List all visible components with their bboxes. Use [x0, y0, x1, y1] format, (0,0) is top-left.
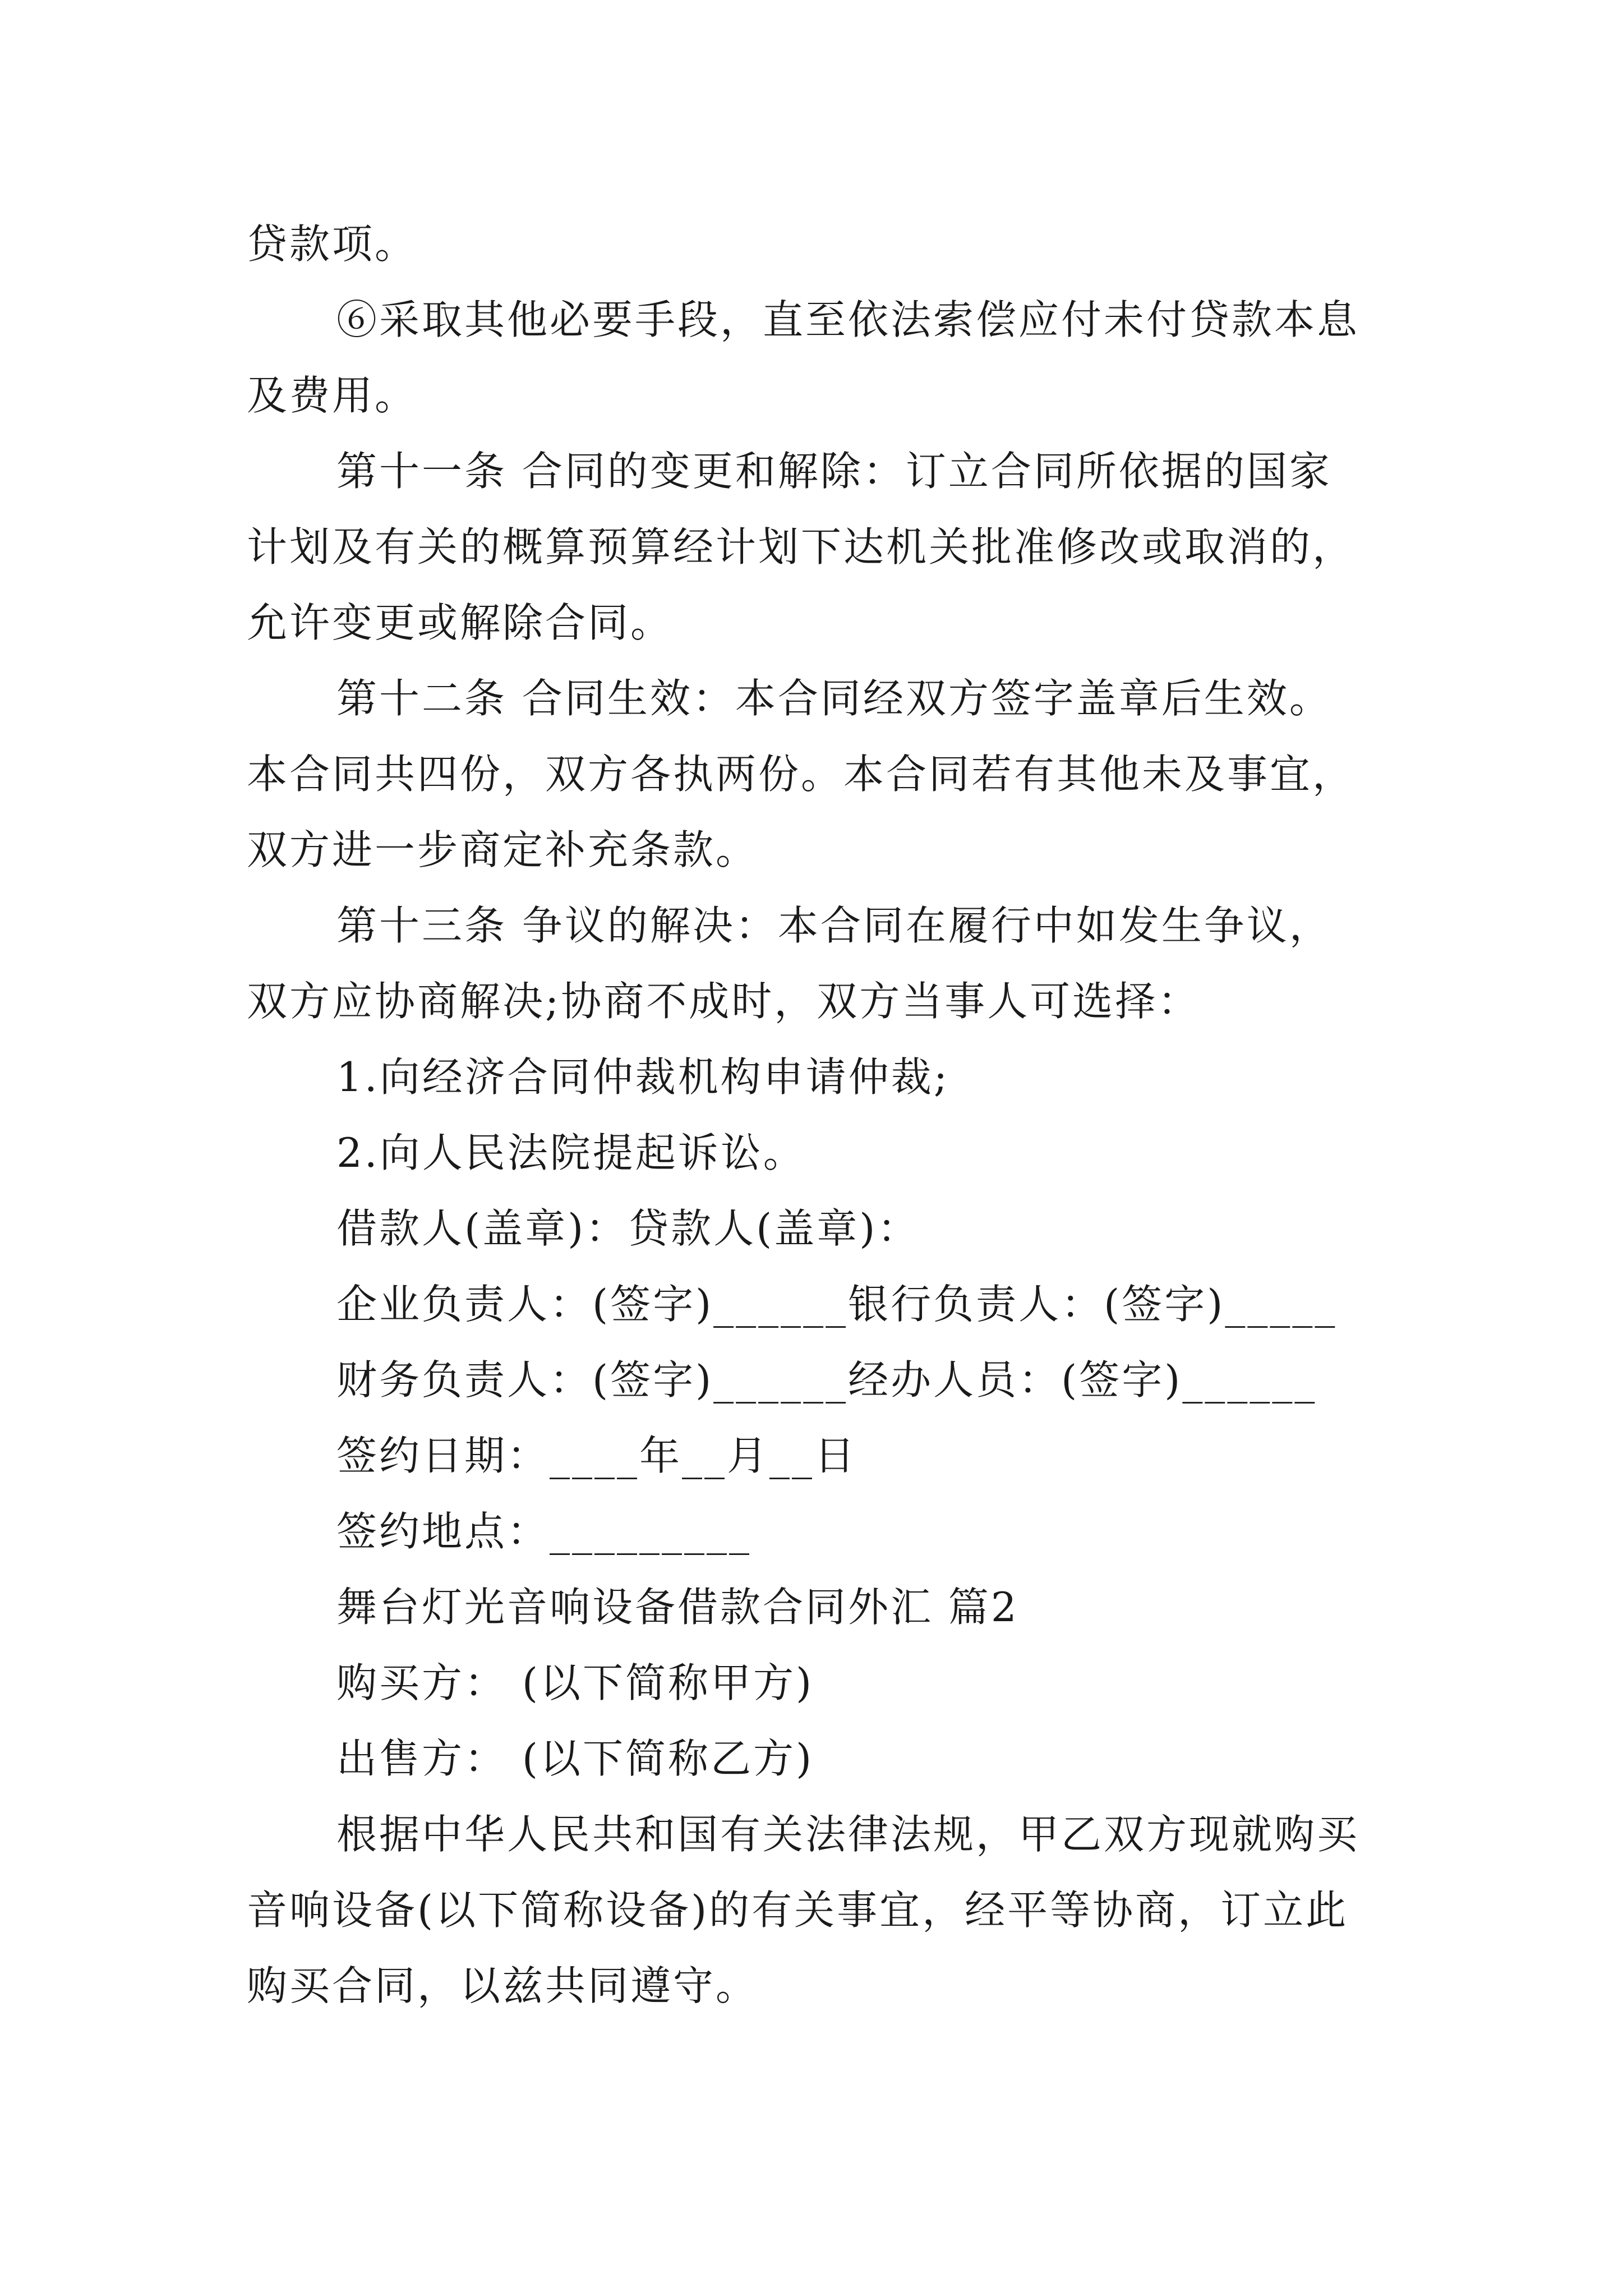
text-line: 签约地点：_________	[336, 1508, 752, 1555]
text-line: 允许变更或解除合同。	[247, 599, 674, 646]
text-line: 第十一条 合同的变更和解除：订立合同所依据的国家	[336, 448, 1332, 495]
text-line: 签约日期：____年__月__日	[336, 1432, 857, 1479]
text-line: 购买方： (以下简称甲方)	[336, 1659, 814, 1706]
section-heading: 舞台灯光音响设备借款合同外汇 篇2	[336, 1584, 1019, 1631]
text-line: 出售方： (以下简称乙方)	[336, 1735, 814, 1782]
text-line: 双方应协商解决;协商不成时，双方当事人可选择：	[247, 978, 1201, 1025]
text-line: ⑥采取其他必要手段，直至依法索偿应付未付贷款本息	[336, 296, 1360, 343]
text-line: 及费用。	[247, 372, 418, 419]
text-line: 购买合同，以兹共同遵守。	[247, 1962, 759, 2009]
text-line: 计划及有关的概算预算经计划下达机关批准修改或取消的，	[247, 523, 1355, 570]
text-line: 2.向人民法院提起诉讼。	[336, 1129, 806, 1176]
text-line: 本合同共四份，双方各执两份。本合同若有其他未及事宜，	[247, 751, 1355, 798]
text-line: 财务负责人：(签字)______经办人员：(签字)______	[336, 1356, 1317, 1404]
text-line: 企业负责人：(签字)______银行负责人：(签字)_____	[336, 1281, 1338, 1328]
text-line: 贷款项。	[247, 220, 418, 268]
text-line: 双方进一步商定补充条款。	[247, 826, 759, 873]
text-line: 音响设备(以下简称设备)的有关事宜，经平等协商，订立此	[247, 1887, 1349, 1934]
text-line: 1.向经济合同仲裁机构申请仲裁;	[336, 1053, 949, 1101]
text-line: 第十三条 争议的解决：本合同在履行中如发生争议，	[336, 902, 1332, 949]
text-line: 借款人(盖章)：贷款人(盖章)：	[336, 1205, 920, 1252]
text-line: 根据中华人民共和国有关法律法规，甲乙双方现就购买	[336, 1811, 1360, 1858]
text-line: 第十二条 合同生效：本合同经双方签字盖章后生效。	[336, 675, 1332, 722]
